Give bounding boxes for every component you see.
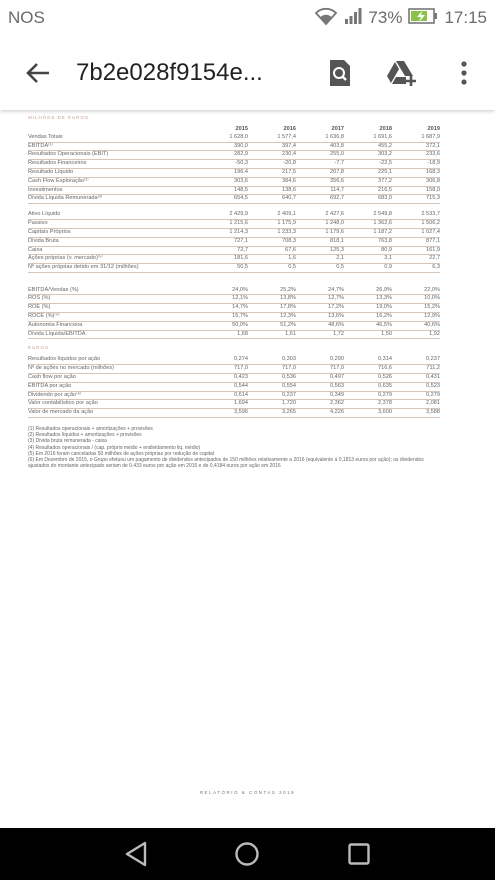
cell-value: 2 549,8 [344,211,392,219]
cell-value: 1 577,4 [248,134,296,142]
cell-value: 377,2 [344,177,392,186]
cell-value: -20,8 [248,160,296,169]
cell-value: 0,279 [344,391,392,400]
cell-value: 1,61 [248,330,296,339]
cell-value: 717,0 [200,365,248,374]
cell-value: 3,600 [344,409,392,418]
table-row [28,237,440,246]
row-label: Dividendo por ação⁽⁶⁾ [28,391,200,400]
save-to-drive-button[interactable] [371,36,433,110]
cell-value: 716,6 [344,365,392,374]
cell-value: 1,72 [296,330,344,339]
table-row [28,287,440,295]
cell-value: 1,68 [200,330,248,339]
document-search-icon [327,58,353,88]
battery-percent: 73% [368,8,403,27]
cell-value: 12,3% [248,312,296,321]
app-bar [0,36,495,110]
row-label: Cash Flow Exploração⁽²⁾ [28,177,200,186]
cell-value: 0,237 [392,356,440,364]
cell-value: 0,303 [248,356,296,364]
cell-value: 1 215,6 [200,220,248,229]
cell-value: 715,3 [392,195,440,204]
cell-value: 1 687,9 [392,134,440,142]
row-label: Resultados líquidos por ação [28,356,200,364]
table-row [28,373,440,382]
circle-home-icon [234,841,260,867]
year-header: 2018 [379,126,392,132]
table-row [28,195,440,204]
table-row [28,134,440,142]
cell-value: 1 248,0 [296,220,344,229]
cell-value: 230,4 [248,151,296,160]
cell-value: 372,1 [392,142,440,151]
row-label: Autonomia Financeira [28,321,200,330]
cell-value: 0,237 [248,391,296,400]
table-row [28,211,440,219]
row-label: Ativo Líquido [28,211,200,219]
cell-value: 0,431 [392,373,440,382]
units-label: MILHÕES DE EUROS [28,115,90,120]
table-row [28,365,440,374]
cell-value: 161,9 [392,246,440,255]
cell-value: 0,536 [248,373,296,382]
cell-value: 640,7 [248,195,296,204]
row-label: Investimentos [28,186,200,195]
cell-value: 207,8 [296,168,344,177]
cell-value: 1 628,0 [200,134,248,142]
cell-value: 0,563 [296,382,344,391]
year-header: 2017 [331,126,344,132]
cell-value: 114,7 [296,186,344,195]
cell-value: 282,9 [200,151,248,160]
footnote: (2) Resultados líquidos + amortizações + provisões [28,432,142,439]
cell-value: 1,694 [200,400,248,409]
cell-value: 19,0% [344,304,392,313]
table-row [28,400,440,409]
nav-recents-button[interactable] [339,834,379,874]
cell-value: 10,0% [392,295,440,304]
footnote: (1) Resultados operacionais + amortizações + provisões [28,425,153,432]
cell-value: 2,362 [296,400,344,409]
row-label: EBITDA por ação [28,382,200,391]
cell-value: 3,1 [344,255,392,264]
clock: 17:15 [444,8,487,27]
table-row [28,356,440,364]
row-label: Cash flow por ação [28,373,200,382]
cell-value: 1 636,8 [296,134,344,142]
cell-value: 711,2 [392,365,440,374]
cell-value: 24,7% [296,287,344,295]
row-label: Passivo [28,220,200,229]
table-row [28,160,440,169]
table-row [28,295,440,304]
cell-value: 181,6 [200,255,248,264]
row-label: Dívida Líquida Remunerada⁽³⁾ [28,195,200,204]
row-label: Dívida Líquida/EBITDA [28,330,200,339]
table-row [28,330,440,339]
cell-value: 0,5 [248,264,296,273]
cell-value: 1 362,6 [344,220,392,229]
cell-value: 0,274 [200,356,248,364]
row-label: EBITDA⁽¹⁾ [28,142,200,151]
cell-value: 6,3 [392,264,440,273]
cell-value: 80,9 [344,246,392,255]
cell-value: 0,279 [392,391,440,400]
cell-value: 24,0% [200,287,248,295]
cell-value: 0,526 [344,373,392,382]
table-row [28,220,440,229]
cell-value: 1 187,2 [344,229,392,238]
cell-value: 2,378 [344,400,392,409]
nav-back-button[interactable] [116,834,156,874]
cell-value: 13,8% [248,295,296,304]
cell-value: 1,50 [344,330,392,339]
cell-value: 2 533,7 [392,211,440,219]
carrier-name: NOS [8,8,45,27]
drive-add-icon [386,59,418,87]
cell-value: 255,0 [296,151,344,160]
footnotes [28,426,440,469]
row-label: EBITDA/Vendas (%) [28,287,200,295]
cell-value: 225,1 [344,168,392,177]
cell-value: 2 409,1 [248,211,296,219]
year-header: 2019 [427,126,440,132]
cell-value: -50,3 [200,160,248,169]
cell-value: 13,6% [296,312,344,321]
table-row [28,186,440,195]
cell-value: 25,2% [248,287,296,295]
cell-value: 1,6 [248,255,296,264]
cell-value: 0,9 [344,264,392,273]
signal-icon [344,8,362,29]
cell-value: 0,554 [248,382,296,391]
cell-value: 2,081 [392,400,440,409]
table-row [28,168,440,177]
euros-section-label: EUROS [28,345,50,351]
cell-value: 303,2 [344,151,392,160]
status-indicators [314,7,487,30]
table-row [28,229,440,238]
cell-value: 50,5 [200,264,248,273]
footnote: (3) Dívida bruta remunerada - caixa [28,438,107,445]
footnote: (4) Resultados operacionais / (cap. próprio médio + endividamento liq. médio) [28,444,201,451]
table-row [28,142,440,151]
row-label: Nº de ações no mercado (milhões) [28,365,200,374]
cell-value: 1 691,6 [344,134,392,142]
back-button[interactable] [0,36,76,110]
cell-value: 12,1% [200,295,248,304]
cell-value: 654,5 [200,195,248,204]
row-label: ROS (%) [28,295,200,304]
cell-value: 1 175,9 [248,220,296,229]
cell-value: 217,5 [248,168,296,177]
nav-home-button[interactable] [227,834,267,874]
cell-value: 0,523 [392,382,440,391]
cell-value: 125,3 [296,246,344,255]
table-row [28,409,440,418]
footnote: (6) Em Dezembro de 2015, o Grupo efetuou um pagamento de dividendos antecipados de 150 milhões relativamente a 2016 (equivalente a 0,1813 euros por ação); os dividendos ajustados do montante antecipado seriam de 0,433 euros por ação em 2015 e de 0,4184 euros por ação em 2016 [28,456,424,470]
row-label: Caixa [28,246,200,255]
more-options-button[interactable] [433,36,495,110]
cell-value: -18,9 [392,160,440,169]
cell-value: 22,7 [392,255,440,264]
cell-value: 708,3 [248,237,296,246]
cell-value: 2 427,6 [296,211,344,219]
cell-value: 3,596 [200,409,248,418]
cell-value: 196,4 [200,168,248,177]
search-in-document-button[interactable] [309,36,371,110]
cell-value: 1,92 [392,330,440,339]
cell-value: 12,7% [296,295,344,304]
cell-value: 0,635 [344,382,392,391]
wifi-icon [314,7,338,30]
cell-value: 763,8 [344,237,392,246]
cell-value: 717,0 [296,365,344,374]
more-vert-icon [460,60,468,86]
cell-value: 1 233,3 [248,229,296,238]
cell-value: 17,2% [296,304,344,313]
row-label: Resultados Financeiros [28,160,200,169]
row-label: Valor contabilístico por ação [28,400,200,409]
cell-value: 384,6 [248,177,296,186]
cell-value: 717,0 [248,365,296,374]
cell-value: 397,4 [248,142,296,151]
cell-value: 168,3 [392,168,440,177]
cell-value: 50,0% [200,321,248,330]
navigation-bar [0,828,495,880]
table-row [28,177,440,186]
cell-value: 48,6% [296,321,344,330]
cell-value: 14,7% [200,304,248,313]
cell-value: 356,6 [296,177,344,186]
cell-value: 4,226 [296,409,344,418]
indicators-table [28,126,440,339]
cell-value: 403,8 [296,142,344,151]
row-label: Ações próprias (v. mercado)⁽⁵⁾ [28,255,200,264]
footnote: (5) Em 2016 foram canceladas 50 milhões de ações próprias por redução de capital [28,450,214,457]
cell-value: 683,0 [344,195,392,204]
cell-value: 1 027,4 [392,229,440,238]
table-row [28,312,440,321]
table-row [28,246,440,255]
row-label: ROE (%) [28,304,200,313]
cell-value: 303,6 [200,177,248,186]
row-label: Capitais Próprios [28,229,200,238]
cell-value: 148,5 [200,186,248,195]
cell-value: 67,6 [248,246,296,255]
cell-value: 0,423 [200,373,248,382]
cell-value: 0,544 [200,382,248,391]
cell-value: 390,0 [200,142,248,151]
cell-value: 727,1 [200,237,248,246]
cell-value: 877,1 [392,237,440,246]
page-footer: RELATÓRIO & CONTAS 2019 [199,790,296,795]
cell-value: 455,2 [344,142,392,151]
cell-value: 3,588 [392,409,440,418]
row-label: Vendas Totais [28,134,200,142]
cell-value: -7,7 [296,160,344,169]
cell-value: 158,0 [392,186,440,195]
table-row [28,255,440,264]
table-row [28,382,440,391]
cell-value: 15,7% [200,312,248,321]
cell-value: 26,9% [344,287,392,295]
pdf-page [28,98,468,469]
cell-value: 1,720 [248,400,296,409]
row-label: Resultados Operacionais (EBIT) [28,151,200,160]
cell-value: -22,5 [344,160,392,169]
cell-value: 1 506,2 [392,220,440,229]
cell-value: 22,0% [392,287,440,295]
year-header: 2016 [283,126,296,132]
cell-value: 40,6% [392,321,440,330]
cell-value: 0,497 [296,373,344,382]
table-row [28,264,440,273]
status-bar [0,0,495,36]
cell-value: 13,3% [344,295,392,304]
triangle-back-icon [124,841,148,867]
arrow-back-icon [25,62,51,84]
cell-value: 0,314 [344,356,392,364]
cell-value: 51,2% [248,321,296,330]
cell-value: 0,349 [296,391,344,400]
cell-value: 3,265 [248,409,296,418]
row-label: Resultado Líquido [28,168,200,177]
cell-value: 0,290 [296,356,344,364]
cell-value: 233,6 [392,151,440,160]
row-label: Nº ações próprias detido em 31/12 (milhões) [28,264,200,273]
cell-value: 818,1 [296,237,344,246]
table-row [28,304,440,313]
cell-value: 46,5% [344,321,392,330]
document-title: 7b2e028f9154e... [76,59,263,86]
per-share-table [28,356,440,418]
year-header: 2015 [235,126,248,132]
cell-value: 2,1 [296,255,344,264]
row-label: Valor de mercado da ação [28,409,200,418]
battery-charging-icon [408,8,438,29]
square-recents-icon [347,842,371,866]
cell-value: 17,8% [248,304,296,313]
cell-value: 1 214,3 [200,229,248,238]
cell-value: 306,8 [392,177,440,186]
cell-value: 16,2% [344,312,392,321]
cell-value: 216,5 [344,186,392,195]
cell-value: 15,2% [392,304,440,313]
row-label: Dívida Bruta [28,237,200,246]
table-row [28,321,440,330]
cell-value: 0,614 [200,391,248,400]
cell-value: 692,7 [296,195,344,204]
row-label: ROCE (%)⁽⁴⁾ [28,312,200,321]
pdf-viewer[interactable] [0,110,495,828]
table-row [28,151,440,160]
cell-value: 0,5 [296,264,344,273]
cell-value: 1 179,6 [296,229,344,238]
table-row [28,391,440,400]
cell-value: 138,6 [248,186,296,195]
cell-value: 72,7 [200,246,248,255]
cell-value: 12,9% [392,312,440,321]
year-header-row [28,126,440,134]
cell-value: 2 429,9 [200,211,248,219]
